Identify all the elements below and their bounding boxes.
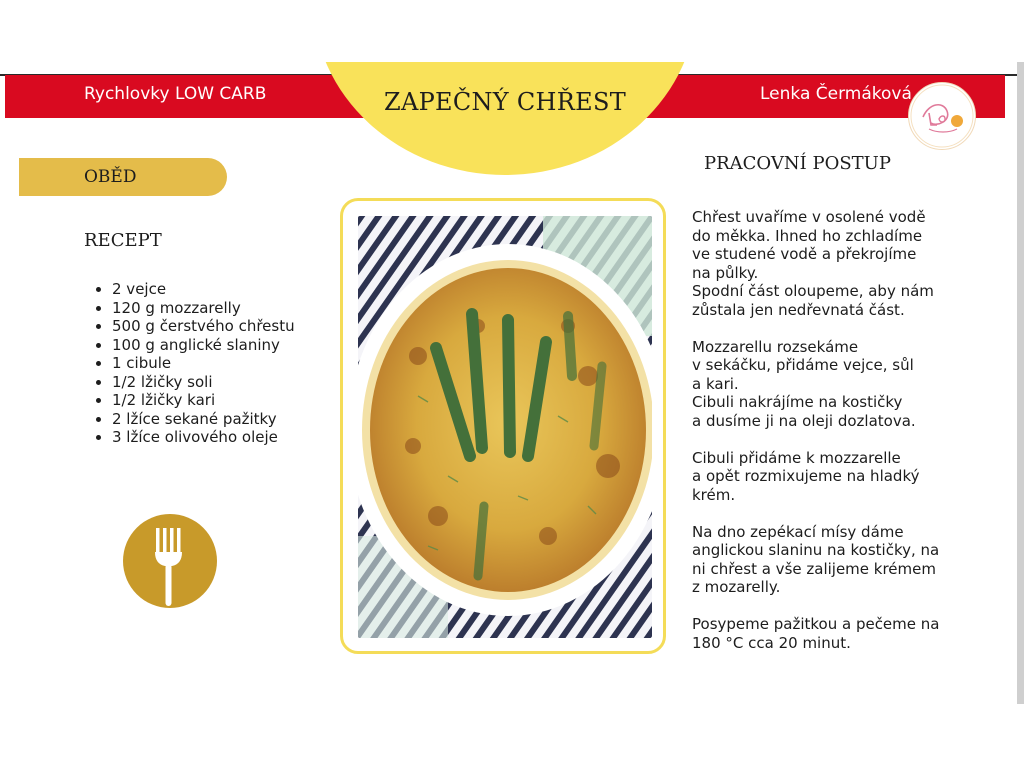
- procedure-paragraph: Na dno zepékací mísy dáme anglickou slaninu na kostičky, na ni chřest a vše zalijeme krémem z mozarelly.: [692, 522, 940, 596]
- procedure-paragraph: Chřest uvaříme v osolené vodě do měkka. Ihned ho zchladíme ve studené vodě a překrojíme na půlky. Spodní část oloupeme, aby nám zůstala jen nedřevnatá část.: [692, 208, 934, 319]
- procedure-steps: [692, 208, 962, 671]
- procedure-paragraph: Mozzarellu rozsekáme v sekáčku, přidáme vejce, sůl a kari. Cibuli nakrájíme na kostičky a dusíme ji na oleji dozlatova.: [692, 337, 916, 430]
- list-item: • 1/2 lžičky kari: [112, 391, 295, 410]
- author-logo-icon: [908, 82, 976, 150]
- procedure-heading: PRACOVNÍ POSTUP: [704, 153, 891, 174]
- category-label: OBĚD: [84, 167, 137, 187]
- list-item: • 1/2 lžičky soli: [112, 373, 295, 392]
- list-item: • 2 lžíce sekané pažitky: [112, 410, 295, 429]
- procedure-paragraph: Cibuli přidáme k mozzarelle a opět rozmixujeme na hladký krém.: [692, 448, 920, 504]
- procedure-paragraph: Posypeme pažitkou a pečeme na 180 °C cca 20 minut.: [692, 615, 940, 652]
- page-title: ZAPEČNÝ CHŘEST: [383, 88, 627, 116]
- list-item: • 2 vejce: [112, 280, 295, 299]
- ingredients-list: [94, 280, 295, 447]
- fork-icon: [123, 514, 217, 608]
- author-name: Lenka Čermáková: [760, 84, 912, 104]
- dish-photo: [358, 216, 652, 638]
- list-item: • 3 lžíce olivového oleje: [112, 428, 295, 447]
- list-item: • 100 g anglické slaniny: [112, 336, 295, 355]
- list-item: • 120 g mozzarelly: [112, 299, 295, 318]
- list-item: • 1 cibule: [112, 354, 295, 373]
- series-label: Rychlovky LOW CARB: [84, 84, 267, 104]
- list-item: • 500 g čerstvého chřestu: [112, 317, 295, 336]
- recipe-heading: RECEPT: [84, 230, 162, 251]
- scrollbar-track[interactable]: [1017, 62, 1024, 704]
